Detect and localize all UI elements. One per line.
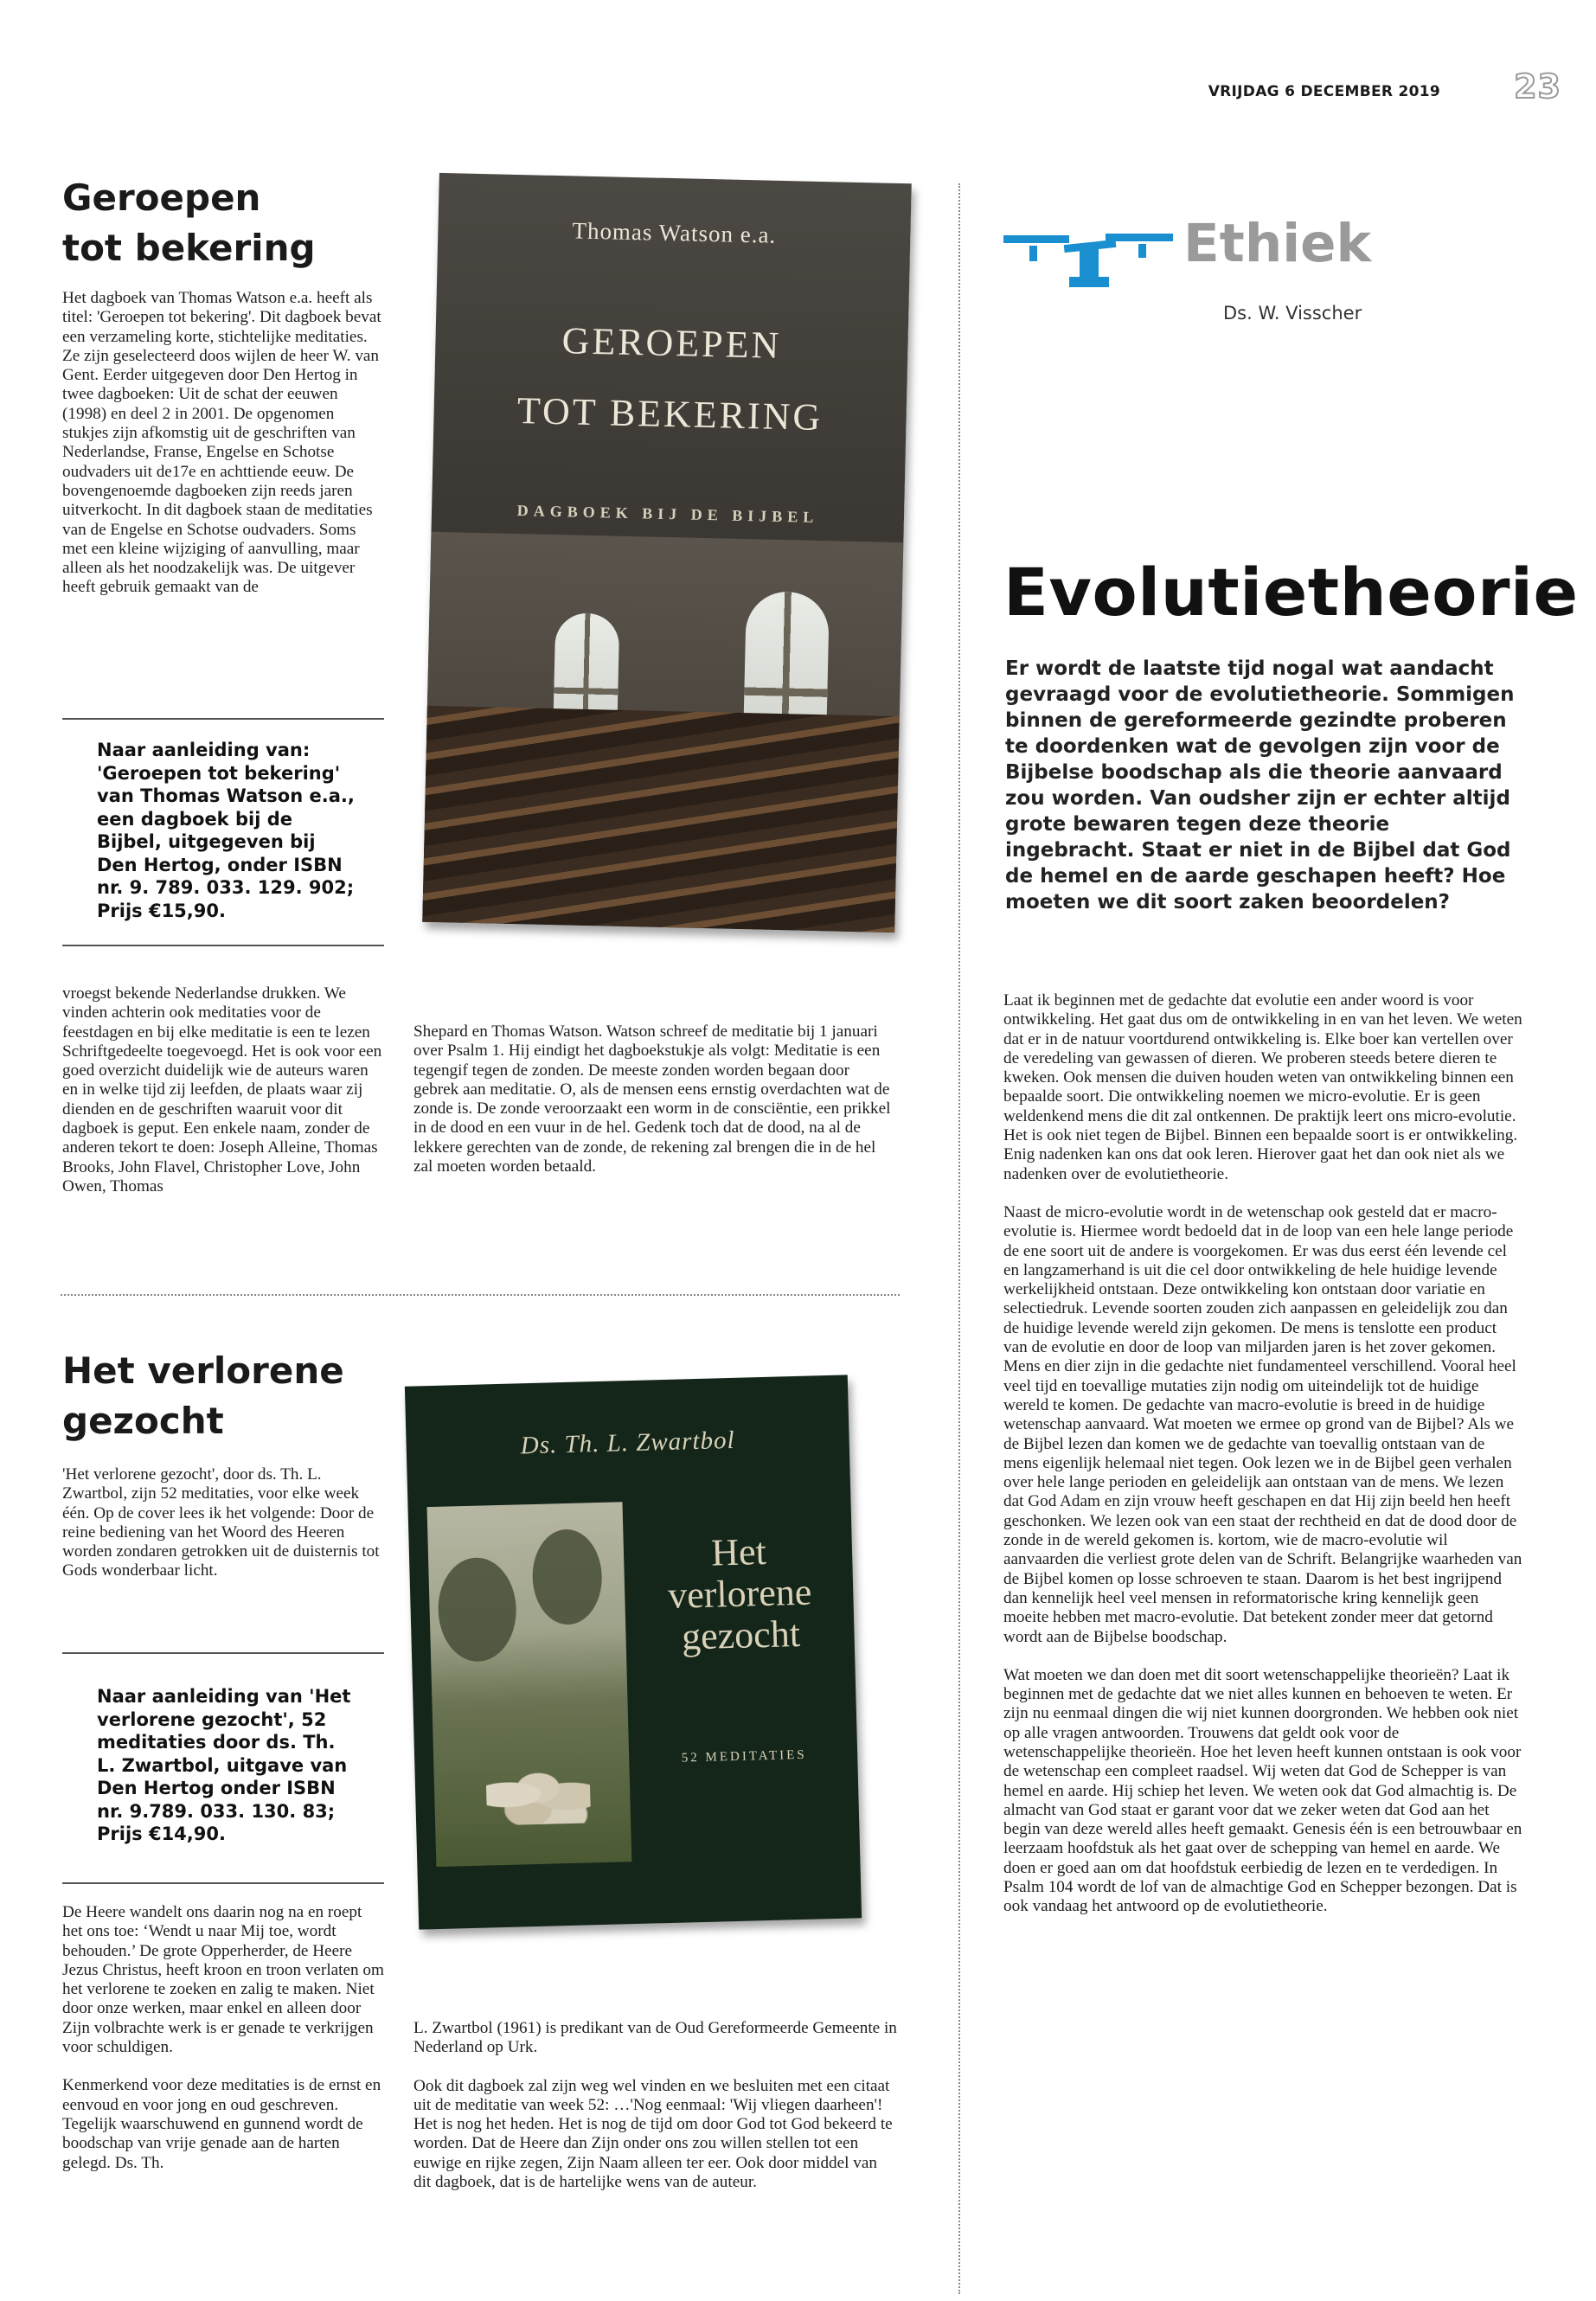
cover1-title-line2: TOT BEKERING [516,389,824,439]
issue-date: VRIJDAG 6 DECEMBER 2019 [1208,83,1440,100]
cover1-subtitle: DAGBOEK BIJ DE BIJBEL [516,502,819,526]
article1-title-line1: Geroepen [62,176,261,219]
cover2-subtitle: 52 MEDITATIES [681,1747,807,1766]
section-title: Ethiek [1183,213,1372,274]
chapel-pews [422,706,900,933]
article2-intro: 'Het verlorene gezocht', door ds. Th. L. Zwartbol, zijn 52 meditaties, voor elke week één. Op de cover lees ik het volgende: Door de reine bediening van het Woord des Heeren worden zondaren getrokken uit de duisternis tot Gods wonderbaar licht. [62,1465,380,1580]
divider [62,1882,384,1884]
article2-col1-p2: Kenmerkend voor deze meditaties is de ernst en eenvoud en voor jong en oud geschreven. Tegelijk waarschuwend en gunnend wordt de boodschap van vrije genade aan de harten gelegd. Ds. Th. [62,2076,381,2172]
sheep-flock [485,1762,591,1825]
article1-continuation-col1: vroegst bekende Nederlandse drukken. We vinden achterin ook meditaties voor de feestdagen en bij elke meditatie is een te lezen Schriftgedeelte toegevoegd. Het is ook voor een goed overzicht duidelijk wie de auteurs waren en in welke tijd zij leefden, de plaats waar zij dienden en de geschriften waaruit voor dit dagboek is geput. Een enkele naam, zonder de anderen tekort te doen: Joseph Alleine, Thomas Brooks, John Flavel, Christopher Love, John Owen, Thomas [62,984,382,1195]
cover2-author: Ds. Th. L. Zwartbol [520,1426,735,1460]
ethiek-paragraph-2: Naast de micro-evolutie wordt in de wetenschap ook gesteld dat er macro-evolutie is. Hiermee wordt bedoeld dat in de loop van een hele lange periode de ene soort uit de andere is voorgekomen. Er was dus eerst één levende cel en langzamerhand is uit die cel door ontwikkeling de hele huidige levende werkelijkheid ontstaan. Deze ontwikkeling kon ontstaan door variatie en selectiedruk. Levende soorten zouden zich aanpassen en geleidelijk zou dan de huidige levende wereld zijn gekomen. De mens is tenslotte een product van de evolutie en door de loop van miljarden jaren is het zover gekomen. Mens en dier zijn in die gedachte niet fundamenteel verschillend. Vooral heel veel tijd en toevallige mutaties zijn nodig om uiteindelijk tot de huidige wereld te komen. De gedachte van macro-evolutie is breed in de huidige wetenschap aanvaard. Wat moeten we ermee op grond van de Bijbel? Als we de Bijbel lezen dan komen we de gedachte van toevallig ontstaan van de mens eigenlijk helemaal niet tegen. Ook lezen we in de Bijbel geen verhalen over hele lange perioden en geleidelijk aan ontstaan van de mens. We lezen dat God Adam en zijn vrouw heeft geschapen en dat Hij zijn beeld hen heeft geschonken. We lezen ook van een staat der rechtheid en dat de dood door de zonde in de wereld gekomen is. kortom, wie de macro-evolutie wil aanvaarden die verliest grote delen van de Schrift. Belangrijke waarheden van de Bijbel komen op losse schroeven te staan. Daarom is het best ingrijpend dan kennelijk heel veel mensen in reformatorische kring kennelijk geen moeite hebben met macro-evolutie. Dat betekent zonder meer dat getornd wordt aan de Bijbelse boodschap. [1003,1202,1522,1646]
cover1-author: Thomas Watson e.a. [572,217,777,248]
article1-intro: Het dagboek van Thomas Watson e.a. heeft als titel: 'Geroepen tot bekering'. Dit dagboek bevat een verzameling korte, stichtelijke meditaties. Ze zijn geselecteerd doos wijlen de heer W. van Gent. Eerder uitgegeven door Den Hertog in twee dagboeken: Uit de schat der eeuwen (1998) en deel 2 in 2001. De opgenomen stukjes zijn afkomstig uit de geschriften van Nederlandse, Franse, Engelse en Schotse oudvaders uit de17e en achttiende eeuw. De bovengenoemde dagboeken zijn reeds jaren uitverkocht. In dit dagboek staan de meditaties van de Engelse en Schotse oudvaders. Soms met een kleine wijziging of aanvulling, maar alleen als het noodzakelijk was. De uitgever heeft gebruik gemaakt van de [62,289,381,597]
tree [437,1557,517,1663]
book-cover-geroepen-tot-bekering [422,173,912,933]
section-author: Ds. W. Visscher [1223,303,1362,324]
article2-col2-p2: Ook dit dagboek zal zijn weg wel vinden en we besluiten met een citaat uit de meditatie van week 52: …'Nog eenmaal: 'Wij vliegen daarheen'! Het is nog het heden. Het is nog de tijd om door God tot God bekeerd te worden. Dat de Heere dan Zijn onder ons zou willen stellen tot een euwige en rijke zegen, Zijn Naam alleen ter eer. Ook door middel van dit dagboek, dat is de hartelijke wens van de auteur. [413,2076,893,2192]
cover2-title [630,1529,849,1659]
divider [62,945,384,946]
divider [62,1652,384,1654]
page-number: 23 [1514,67,1561,106]
balance-scale-icon [1003,227,1176,291]
section-separator [61,1294,900,1296]
article2-title-line1: Het verlorene [62,1349,344,1392]
cover2-title-line3: gezocht [681,1612,801,1658]
cover2-title-line1: Het [710,1529,767,1574]
book-cover-het-verlorene-gezocht [405,1375,862,1929]
article1-continuation-col2: Shepard en Thomas Watson. Watson schreef de meditatie bij 1 januari over Psalm 1. Hij eindigt het dagboekstukje als volgt: Meditatie is een tegengif tegen de zonden. De meeste zonden worden begaan door gebrek aan meditatie. O, als de mensen eens ernstig overdachten wat de zonde is. De zonde veroorzaakt een worm in de consciëntie, een prikkel in de dood en een vuur in de hel. Gedenk toch dat de dood, na al de lekkere gerechten van de zonde, de rekening zal brengen die in de hel zal moeten worden betaald. [413,1022,891,1176]
article-lead: Er wordt de laatste tijd nogal wat aandacht gevraagd voor de evolutietheorie. Sommigen binnen de gereformeerde gezindte proberen te doordenken wat de gevolgen zijn voor de Bijbelse boodschap als die theorie aanvaard zou worden. Van oudsher zijn er echter altijd grote bewaren tegen deze theorie ingebracht. Staat er niet in de Bijbel dat God de hemel en de aarde geschapen heeft? Hoe moeten we dit soort zaken beoordelen? [1005,657,1515,913]
cover1-title-line1: GEROEPEN [561,319,782,367]
article2-col1-p1: De Heere wandelt ons daarin nog na en roept het ons toe: ‘Wendt u naar Mij toe, wordt behouden.’ De grote Opperherder, de Heere Jezus Christus, heeft kroon en troon verlaten om het verlorene te zoeken en zalig te maken. Niet door onze werken, maar enkel en alleen door Zijn volbrachte werk is er genade te verkrijgen voor schuldigen. [62,1903,384,2057]
ethiek-paragraph-3: Wat moeten we dan doen met dit soort wetenschappelijke theorieën? Laat ik beginnen met de gedachte dat we niet alles kunnen en behoeven te weten. Er zijn nu eenmaal dingen die wij niet kunnen doorgronden. We hebben ook niet op alle vragen antwoorden. Trouwens dat geldt ook voor de wetenschappelijke theorieën. Hoe het leven heeft kunnen ontstaan is ook voor de wetenschap een compleet raadsel. Wij weten dat God de Schepper is van hemel en aarde. Hij schiep het leven. We weten ook dat God almachtig is. De almacht van God staat er garant voor dat we zeker weten dat God aan het begin van deze wereld alles heeft gemaakt. Genesis één is een betrouwbaar en leerzaam hoofdstuk als het gaat over de schepping van hemel en aarde. We doen er goed aan om dat hoofdstuk eerbiedig de lezen en te verdedigen. In Psalm 104 wordt de lof van de almachtige God en Schepper bezongen. Dat is ook vandaag het antwoord op de evolutietheorie. [1003,1665,1522,1916]
ethiek-body [1003,991,1522,1936]
article1-callout: Naar aanleiding van: 'Geroepen tot bekering' van Thomas Watson e.a., een dagboek bij de Bijbel, uitgegeven bij Den Hertog, onder ISBN nr. 9. 789. 033. 129. 902; Prijs €15,90. [97,740,355,921]
article1-title-line2: tot bekering [62,227,316,269]
cover2-painting-sheep [427,1502,632,1867]
article2-col1 [62,1903,384,2192]
article2-col2-p1: L. Zwartbol (1961) is predikant van de Oud Gereformeerde Gemeente in Nederland op Urk. [413,2019,897,2057]
cover1-chapel-image [422,532,903,933]
article-title: Evolutietheorie [1003,554,1579,631]
article2-title [62,1346,408,1446]
cover1-title [433,303,909,455]
article2-callout: Naar aanleiding van 'Het verlorene gezocht', 52 meditaties door ds. Th. L. Zwartbol, uitgave van Den Hertog onder ISBN nr. 9.789. 033. 130. 83; Prijs €14,90. [97,1686,351,1844]
article2-col2 [413,2019,898,2211]
article1-title [62,173,408,273]
column-separator [958,183,960,2294]
ethiek-paragraph-1: Laat ik beginnen met de gedachte dat evolutie een ander woord is voor ontwikkeling. Het gaat dus om de ontwikkeling in en van het leven. We weten dat er in de natuur voortdurend ontwikkeling is. Elke boer kan vertellen over de veredeling van gewassen of dieren. We proberen steeds betere dieren te kweken. Ook mensen die duiven houden weten van ontwikkeling binnen een bepaalde soort. Die ontwikkeling noemen we micro-evolutie. Er is geen weldenkend mens die dit zal ontkennen. De praktijk leert ons micro-evolutie. Het is ook niet tegen de Bijbel. Binnen een bepaalde soort is er ontwikkeling. Enig nadenken kan ons dat ook leren. Hierover gaat het dan ook niet als we nadenken over de evolutietheorie. [1003,991,1522,1183]
cover2-title-line2: verlorene [667,1570,812,1617]
divider [62,718,384,720]
tree [531,1529,603,1625]
article2-title-line2: gezocht [62,1400,224,1442]
